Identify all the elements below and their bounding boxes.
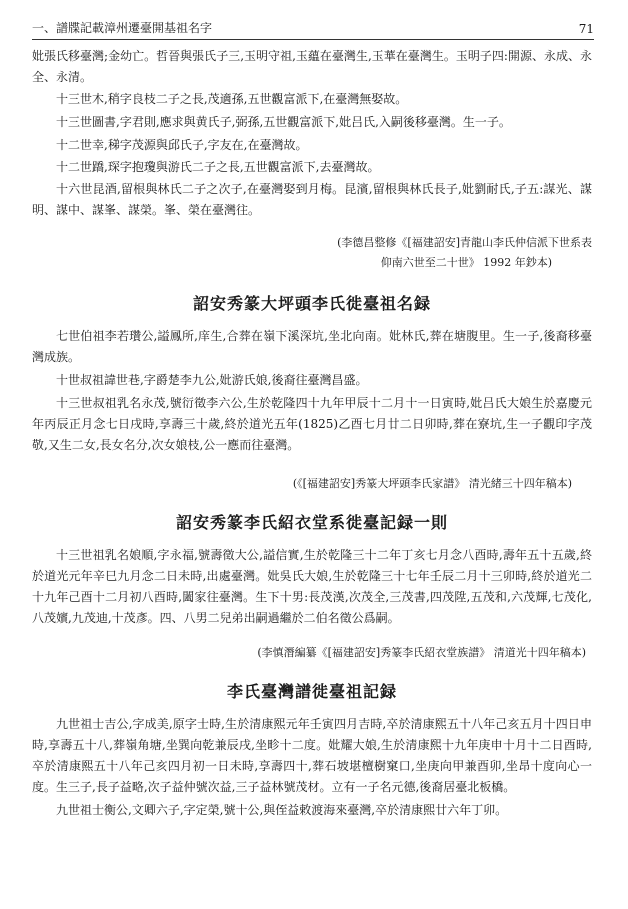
page-content [32, 46, 592, 821]
header-title: 一、譜牒記載漳州遷臺開基祖名字 [32, 21, 213, 35]
source-citation: (李慎潛編纂《[福建詔安]秀篆李氏紹衣堂族譜》 清道光十四年稿本) [257, 646, 586, 659]
running-header [32, 10, 594, 40]
paragraph: 十二世蹻,琛字抱瓊與游氏二子之長,五世觀富派下,去臺灣故。 [56, 160, 380, 174]
paragraph: 九世祖士吉公,字成美,原字士時,生於清康熙元年壬寅四月吉時,卒於清康熙五十八年己亥五月十四日申時,享壽五十八,葬嶺角塘,坐巽向乾兼辰戌,坐畛十二度。妣耀大娘,生於清康熙十九年庚申十月十二日酉時,卒於清康熙五十八年己亥四月初一日未時,享壽四十,葬石坡堪檀樹窠口,坐庚向甲兼酉卯,坐昂十度向心一度。生三子,長子益略,次子益仲號次益,三子益林號茂材。立有一子名元德,後裔居臺北板橋。 [32, 717, 592, 794]
paragraph: 十三世祖乳名娘順,字永福,號壽徵大公,謚信實,生於乾隆三十二年丁亥七月念八酉時,壽年五十五歲,終於道光元年辛巳九月念二日未時,出處臺灣。妣吳氏大娘,生於乾隆三十七年壬辰二月十三卯時,終於道光二十九年己酉十二月初八酉時,闔家往臺灣。生下十男:長茂漢,次茂全,三茂書,四茂陞,五茂和,六茂輝,七茂化,八茂嬪,九茂迪,十茂彥。四、八男二兒弟出嗣過繼於二伯名徵公爲嗣。 [32, 548, 592, 625]
paragraph: 妣張氏移臺灣;金幼亡。哲晉與張氏子三,玉明守祖,玉蘊在臺灣生,玉華在臺灣生。玉明子四:開源、永成、永全、永清。 [32, 49, 592, 84]
paragraph: 九世祖士衡公,文卿六子,字定榮,號十公,與侄益敕渡海來臺灣,卒於清康熙廿六年丁卯。 [56, 803, 508, 817]
section-title: 李氏臺灣譜徙臺祖記録 [226, 682, 397, 701]
page-number: 71 [578, 22, 594, 36]
paragraph: 十三世叔祖乳名永茂,號衍徵李六公,生於乾隆四十九年甲辰十二月十一日寅時,妣吕氏大娘生於嘉慶元年丙辰正月念七日戌時,享壽三十歲,終於道光五年(1825)乙酉七月廿二日卯時,葬在寮坑,生一子觀印字茂敬,又生二女,長女名分,次女娘枝,公一應而往臺灣。 [32, 396, 592, 452]
paragraph: 十世叔祖諱世巷,字爵楚李九公,妣游氏娘,後裔往臺灣昌盛。 [56, 373, 368, 387]
paragraph: 十二世幸,稊字茂源與邱氏子,字友在,在臺灣故。 [56, 138, 308, 152]
section-title: 詔安秀篆李氏紹衣堂系徙臺記録一則 [175, 513, 448, 532]
paragraph: 十三世木,稍字良枝二子之長,茂適孫,五世觀富派下,在臺灣無娶故。 [56, 92, 408, 106]
paragraph: 十三世圖書,字君則,應求與黄氏子,弼孫,五世觀富派下,妣吕氏,入嗣後移臺灣。生一子。 [56, 115, 511, 129]
section-title: 詔安秀篆大坪頭李氏徙臺祖名録 [192, 294, 431, 313]
source-citation: (李德昌整修《[福建詔安]青龍山李氏仲信派下世系表 [337, 236, 592, 249]
source-citation: (《[福建詔安]秀篆大坪頭李氏家譜》 清光緒三十四年稿本) [292, 477, 572, 490]
paragraph: 十六世昆酒,留根與林氏二子之次子,在臺灣娶到月梅。昆濱,留根與林氏長子,妣劉耐氏,子五:謀光、謀明、謀中、謀峯、謀榮。峯、榮在臺灣往。 [32, 182, 592, 217]
paragraph: 七世伯祖李若瓚公,謚鳳所,庠生,合葬在嶺下溪深坑,坐北向南。妣林氏,葬在塘腹里。生一子,後裔移臺灣成族。 [32, 329, 592, 364]
source-citation: 仰南六世至二十世》 1992 年鈔本) [380, 256, 552, 269]
